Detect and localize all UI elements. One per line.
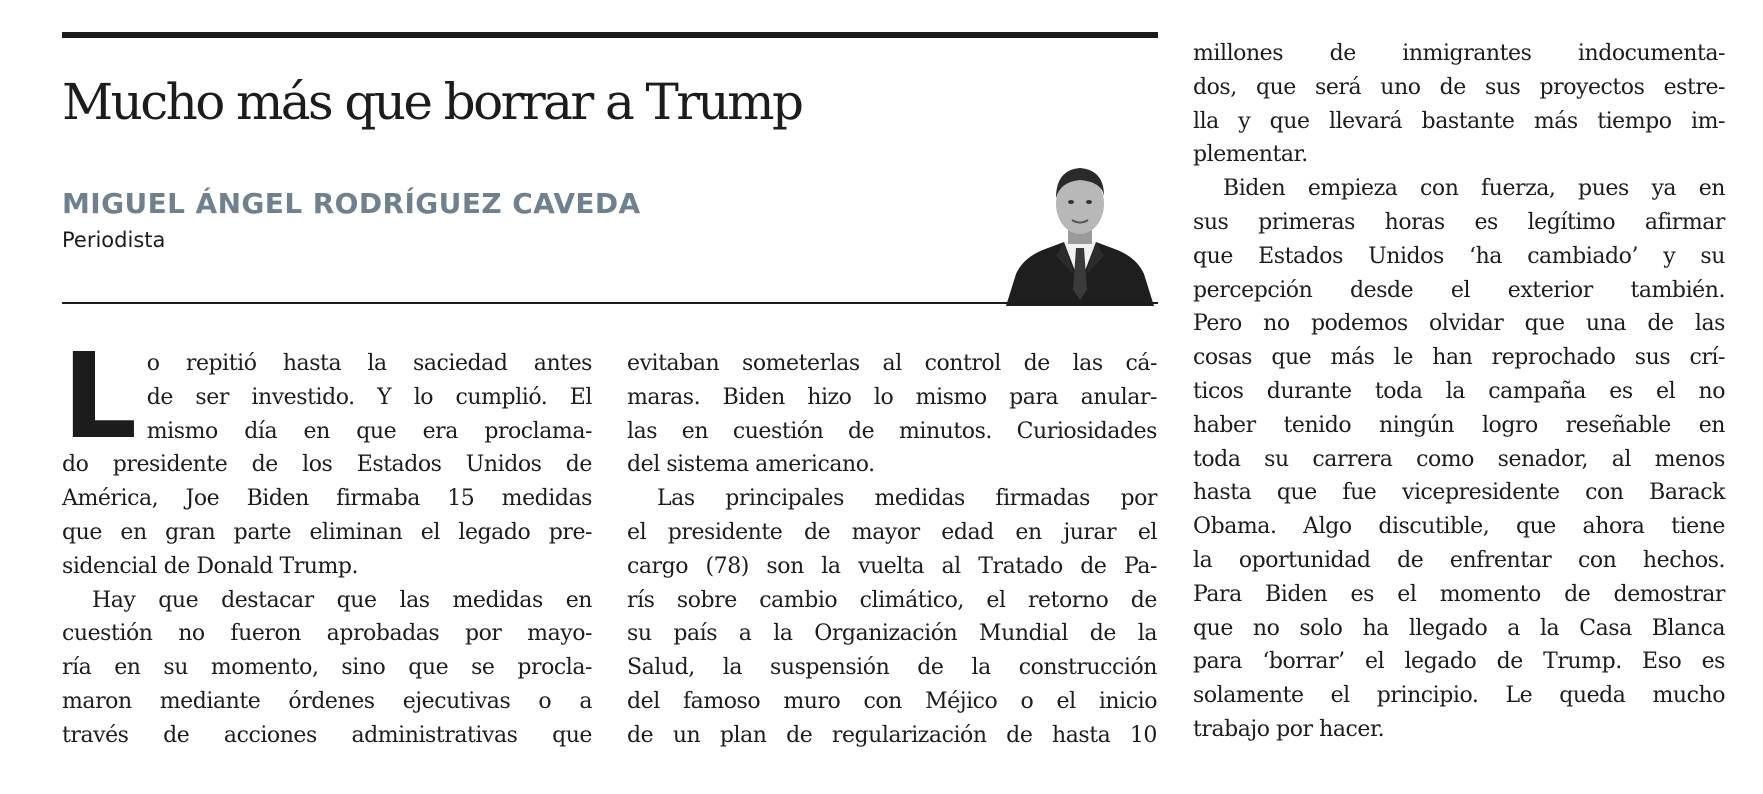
text-line: toda su carrera como senador, al menos	[1193, 446, 1725, 472]
text-line: que no solo ha llegado a la Casa Blanca	[1193, 615, 1725, 641]
text-line: Salud, la suspensión de la construcción	[627, 655, 1157, 681]
text-line: que Estados Unidos ‘ha cambiado’ y su	[1193, 243, 1725, 269]
text-line: Para Biden es el momento de demostrar	[1193, 581, 1725, 607]
text-line: cargo (78) son la vuelta al Tratado de Pa-	[627, 553, 1157, 579]
text-line: evitaban someterlas al control de las cá-	[627, 351, 1157, 376]
text-line: cosas que más le han reprochado sus crí-	[1193, 345, 1725, 371]
article-column-middle	[627, 347, 1157, 753]
paragraph	[627, 482, 1157, 752]
text-line: sus primeras horas es legítimo afirmar	[1193, 209, 1725, 235]
text-line: las en cuestión de minutos. Curiosidades	[627, 418, 1157, 444]
text-line: que en gran parte eliminan el legado pre-	[62, 519, 592, 545]
author-role: Periodista	[62, 228, 166, 252]
text-line: hasta que fue vicepresidente con Barack	[1193, 480, 1725, 506]
text-line: sidencial de Donald Trump.	[62, 553, 359, 579]
bottom-rule	[62, 302, 1158, 304]
text-line: rís sobre cambio climático, el retorno de	[627, 587, 1157, 613]
paragraph	[1193, 172, 1725, 747]
text-line: solamente el principio. Le queda mucho	[1193, 683, 1725, 709]
text-line: de un plan de regularización de hasta 10	[627, 722, 1157, 748]
paragraph	[62, 584, 592, 753]
text-line: para ‘borrar’ el legado de Trump. Eso es	[1193, 649, 1725, 675]
article-column-left	[62, 327, 592, 753]
article-column-right	[1193, 37, 1725, 747]
text-line: través de acciones administrativas que	[62, 722, 592, 748]
text-line: de ser investido. Y lo cumplió. El	[146, 384, 592, 410]
text-line: del famoso muro con Méjico o el inicio	[627, 688, 1157, 714]
text-line: América, Joe Biden firmaba 15 medidas	[62, 486, 592, 512]
text-line: lla y que llevará bastante más tiempo im-	[1193, 108, 1725, 134]
author-name: MIGUEL ÁNGEL RODRÍGUEZ CAVEDA	[62, 187, 641, 220]
text-line: dos, que será uno de sus proyectos estre-	[1193, 74, 1725, 100]
text-line: cuestión no fueron aprobadas por mayo-	[62, 621, 592, 647]
paragraph	[1193, 37, 1725, 172]
text-line: trabajo por hacer.	[1193, 716, 1385, 742]
text-line: o repitió hasta la saciedad antes	[146, 351, 592, 376]
text-line: maras. Biden hizo lo mismo para anular-	[627, 384, 1157, 410]
text-line: ría en su momento, sino que se procla-	[62, 655, 592, 681]
paragraph	[62, 327, 592, 584]
text-line: ticos durante toda la campaña es el no	[1193, 378, 1725, 404]
paragraph	[627, 347, 1157, 482]
text-line: plementar.	[1193, 142, 1308, 168]
text-line: haber tenido ningún logro reseñable en	[1193, 412, 1725, 438]
text-line: su país a la Organización Mundial de la	[627, 621, 1157, 647]
text-line: del sistema americano.	[627, 452, 875, 478]
text-line: do presidente de los Estados Unidos de	[62, 452, 592, 478]
text-line: Las principales medidas firmadas por	[657, 486, 1157, 512]
dropcap: L	[62, 327, 137, 465]
headline: Mucho más que borrar a Trump	[62, 73, 802, 131]
text-line: Hay que destacar que las medidas en	[92, 587, 592, 613]
text-line: Biden empieza con fuerza, pues ya en	[1223, 176, 1725, 202]
text-line: la oportunidad de enfrentar con hechos.	[1193, 547, 1725, 573]
text-line: el presidente de mayor edad en jurar el	[627, 519, 1157, 545]
text-line: maron mediante órdenes ejecutivas o a	[62, 688, 592, 714]
text-line: Obama. Algo discutible, que ahora tiene	[1193, 514, 1725, 540]
text-line: millones de inmigrantes indocumenta-	[1193, 41, 1725, 66]
author-photo	[1002, 162, 1158, 306]
text-line: percepción desde el exterior también.	[1193, 277, 1725, 303]
text-line: Pero no podemos olvidar que una de las	[1193, 311, 1725, 337]
top-rule	[62, 32, 1158, 38]
text-line: mismo día en que era proclama-	[146, 418, 592, 444]
